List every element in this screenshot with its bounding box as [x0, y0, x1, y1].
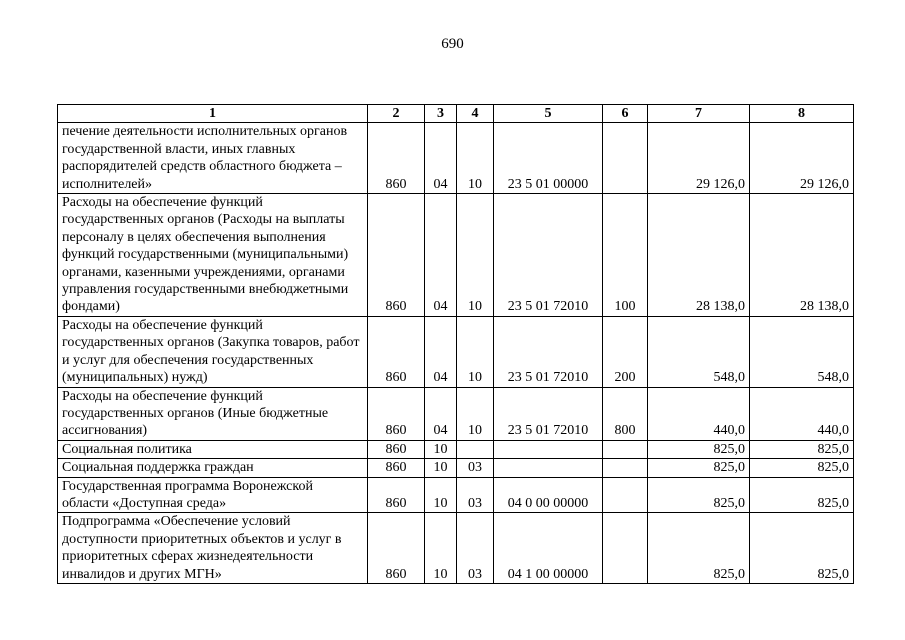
column-header: 6	[603, 105, 648, 123]
row-description: Расходы на обеспечение функций государственных органов (Закупка товаров, работ и услуг для обеспечения государственных (муниципальных) нужд)	[58, 316, 368, 387]
cell-amount-7: 825,0	[648, 459, 750, 477]
table-row	[58, 194, 854, 317]
cell-amount-8: 825,0	[750, 459, 854, 477]
table-row	[58, 123, 854, 194]
cell-ministry-code: 860	[368, 459, 425, 477]
cell-amount-7: 548,0	[648, 316, 750, 387]
cell-amount-7: 28 138,0	[648, 194, 750, 317]
column-header: 5	[494, 105, 603, 123]
table-row	[58, 387, 854, 440]
cell-section: 10	[425, 440, 457, 458]
cell-amount-8: 28 138,0	[750, 194, 854, 317]
cell-ministry-code: 860	[368, 123, 425, 194]
cell-section: 04	[425, 316, 457, 387]
cell-section: 04	[425, 194, 457, 317]
cell-expense-type	[603, 459, 648, 477]
row-description: Расходы на обеспечение функций государственных органов (Расходы на выплаты персоналу в целях обеспечения выполнения функций государственными (муниципальными) органами, казенными учреждениями, органами управления государственными внебюджетными фондами)	[58, 194, 368, 317]
cell-section: 10	[425, 513, 457, 584]
cell-target-article	[494, 459, 603, 477]
cell-amount-7: 29 126,0	[648, 123, 750, 194]
budget-table	[57, 104, 854, 584]
cell-subsection	[457, 440, 494, 458]
cell-expense-type	[603, 513, 648, 584]
row-description: Социальная политика	[58, 440, 368, 458]
cell-section: 10	[425, 477, 457, 513]
cell-expense-type: 800	[603, 387, 648, 440]
cell-target-article: 23 5 01 72010	[494, 194, 603, 317]
column-header: 1	[58, 105, 368, 123]
row-description: Государственная программа Воронежской области «Доступная среда»	[58, 477, 368, 513]
table-row	[58, 316, 854, 387]
cell-target-article: 04 1 00 00000	[494, 513, 603, 584]
cell-amount-8: 29 126,0	[750, 123, 854, 194]
cell-section: 04	[425, 123, 457, 194]
cell-subsection: 10	[457, 316, 494, 387]
cell-ministry-code: 860	[368, 477, 425, 513]
cell-subsection: 10	[457, 387, 494, 440]
cell-expense-type	[603, 477, 648, 513]
cell-amount-7: 825,0	[648, 513, 750, 584]
column-header: 7	[648, 105, 750, 123]
cell-amount-8: 440,0	[750, 387, 854, 440]
column-header: 8	[750, 105, 854, 123]
cell-amount-8: 825,0	[750, 513, 854, 584]
row-description: Подпрограмма «Обеспечение условий доступности приоритетных объектов и услуг в приоритетных сферах жизнедеятельности инвалидов и других МГН»	[58, 513, 368, 584]
cell-section: 10	[425, 459, 457, 477]
cell-amount-8: 825,0	[750, 440, 854, 458]
header-row	[58, 105, 854, 123]
cell-ministry-code: 860	[368, 387, 425, 440]
cell-ministry-code: 860	[368, 316, 425, 387]
column-header: 3	[425, 105, 457, 123]
cell-expense-type: 100	[603, 194, 648, 317]
table-row	[58, 477, 854, 513]
cell-subsection: 03	[457, 477, 494, 513]
cell-amount-7: 825,0	[648, 440, 750, 458]
cell-subsection: 03	[457, 459, 494, 477]
cell-target-article: 04 0 00 00000	[494, 477, 603, 513]
column-header: 4	[457, 105, 494, 123]
cell-subsection: 03	[457, 513, 494, 584]
cell-ministry-code: 860	[368, 440, 425, 458]
cell-subsection: 10	[457, 123, 494, 194]
table-row	[58, 459, 854, 477]
cell-ministry-code: 860	[368, 513, 425, 584]
table-row	[58, 440, 854, 458]
cell-subsection: 10	[457, 194, 494, 317]
cell-expense-type	[603, 440, 648, 458]
row-description: печение деятельности исполнительных органов государственной власти, иных главных распорядителей средств областного бюджета – исполнителей»	[58, 123, 368, 194]
cell-section: 04	[425, 387, 457, 440]
cell-target-article: 23 5 01 00000	[494, 123, 603, 194]
cell-amount-8: 548,0	[750, 316, 854, 387]
row-description: Социальная поддержка граждан	[58, 459, 368, 477]
cell-ministry-code: 860	[368, 194, 425, 317]
cell-amount-7: 440,0	[648, 387, 750, 440]
cell-target-article	[494, 440, 603, 458]
page-number: 690	[441, 36, 464, 52]
cell-amount-8: 825,0	[750, 477, 854, 513]
cell-target-article: 23 5 01 72010	[494, 387, 603, 440]
table-row	[58, 513, 854, 584]
row-description: Расходы на обеспечение функций государственных органов (Иные бюджетные ассигнования)	[58, 387, 368, 440]
column-header: 2	[368, 105, 425, 123]
cell-expense-type	[603, 123, 648, 194]
cell-expense-type: 200	[603, 316, 648, 387]
cell-amount-7: 825,0	[648, 477, 750, 513]
cell-target-article: 23 5 01 72010	[494, 316, 603, 387]
